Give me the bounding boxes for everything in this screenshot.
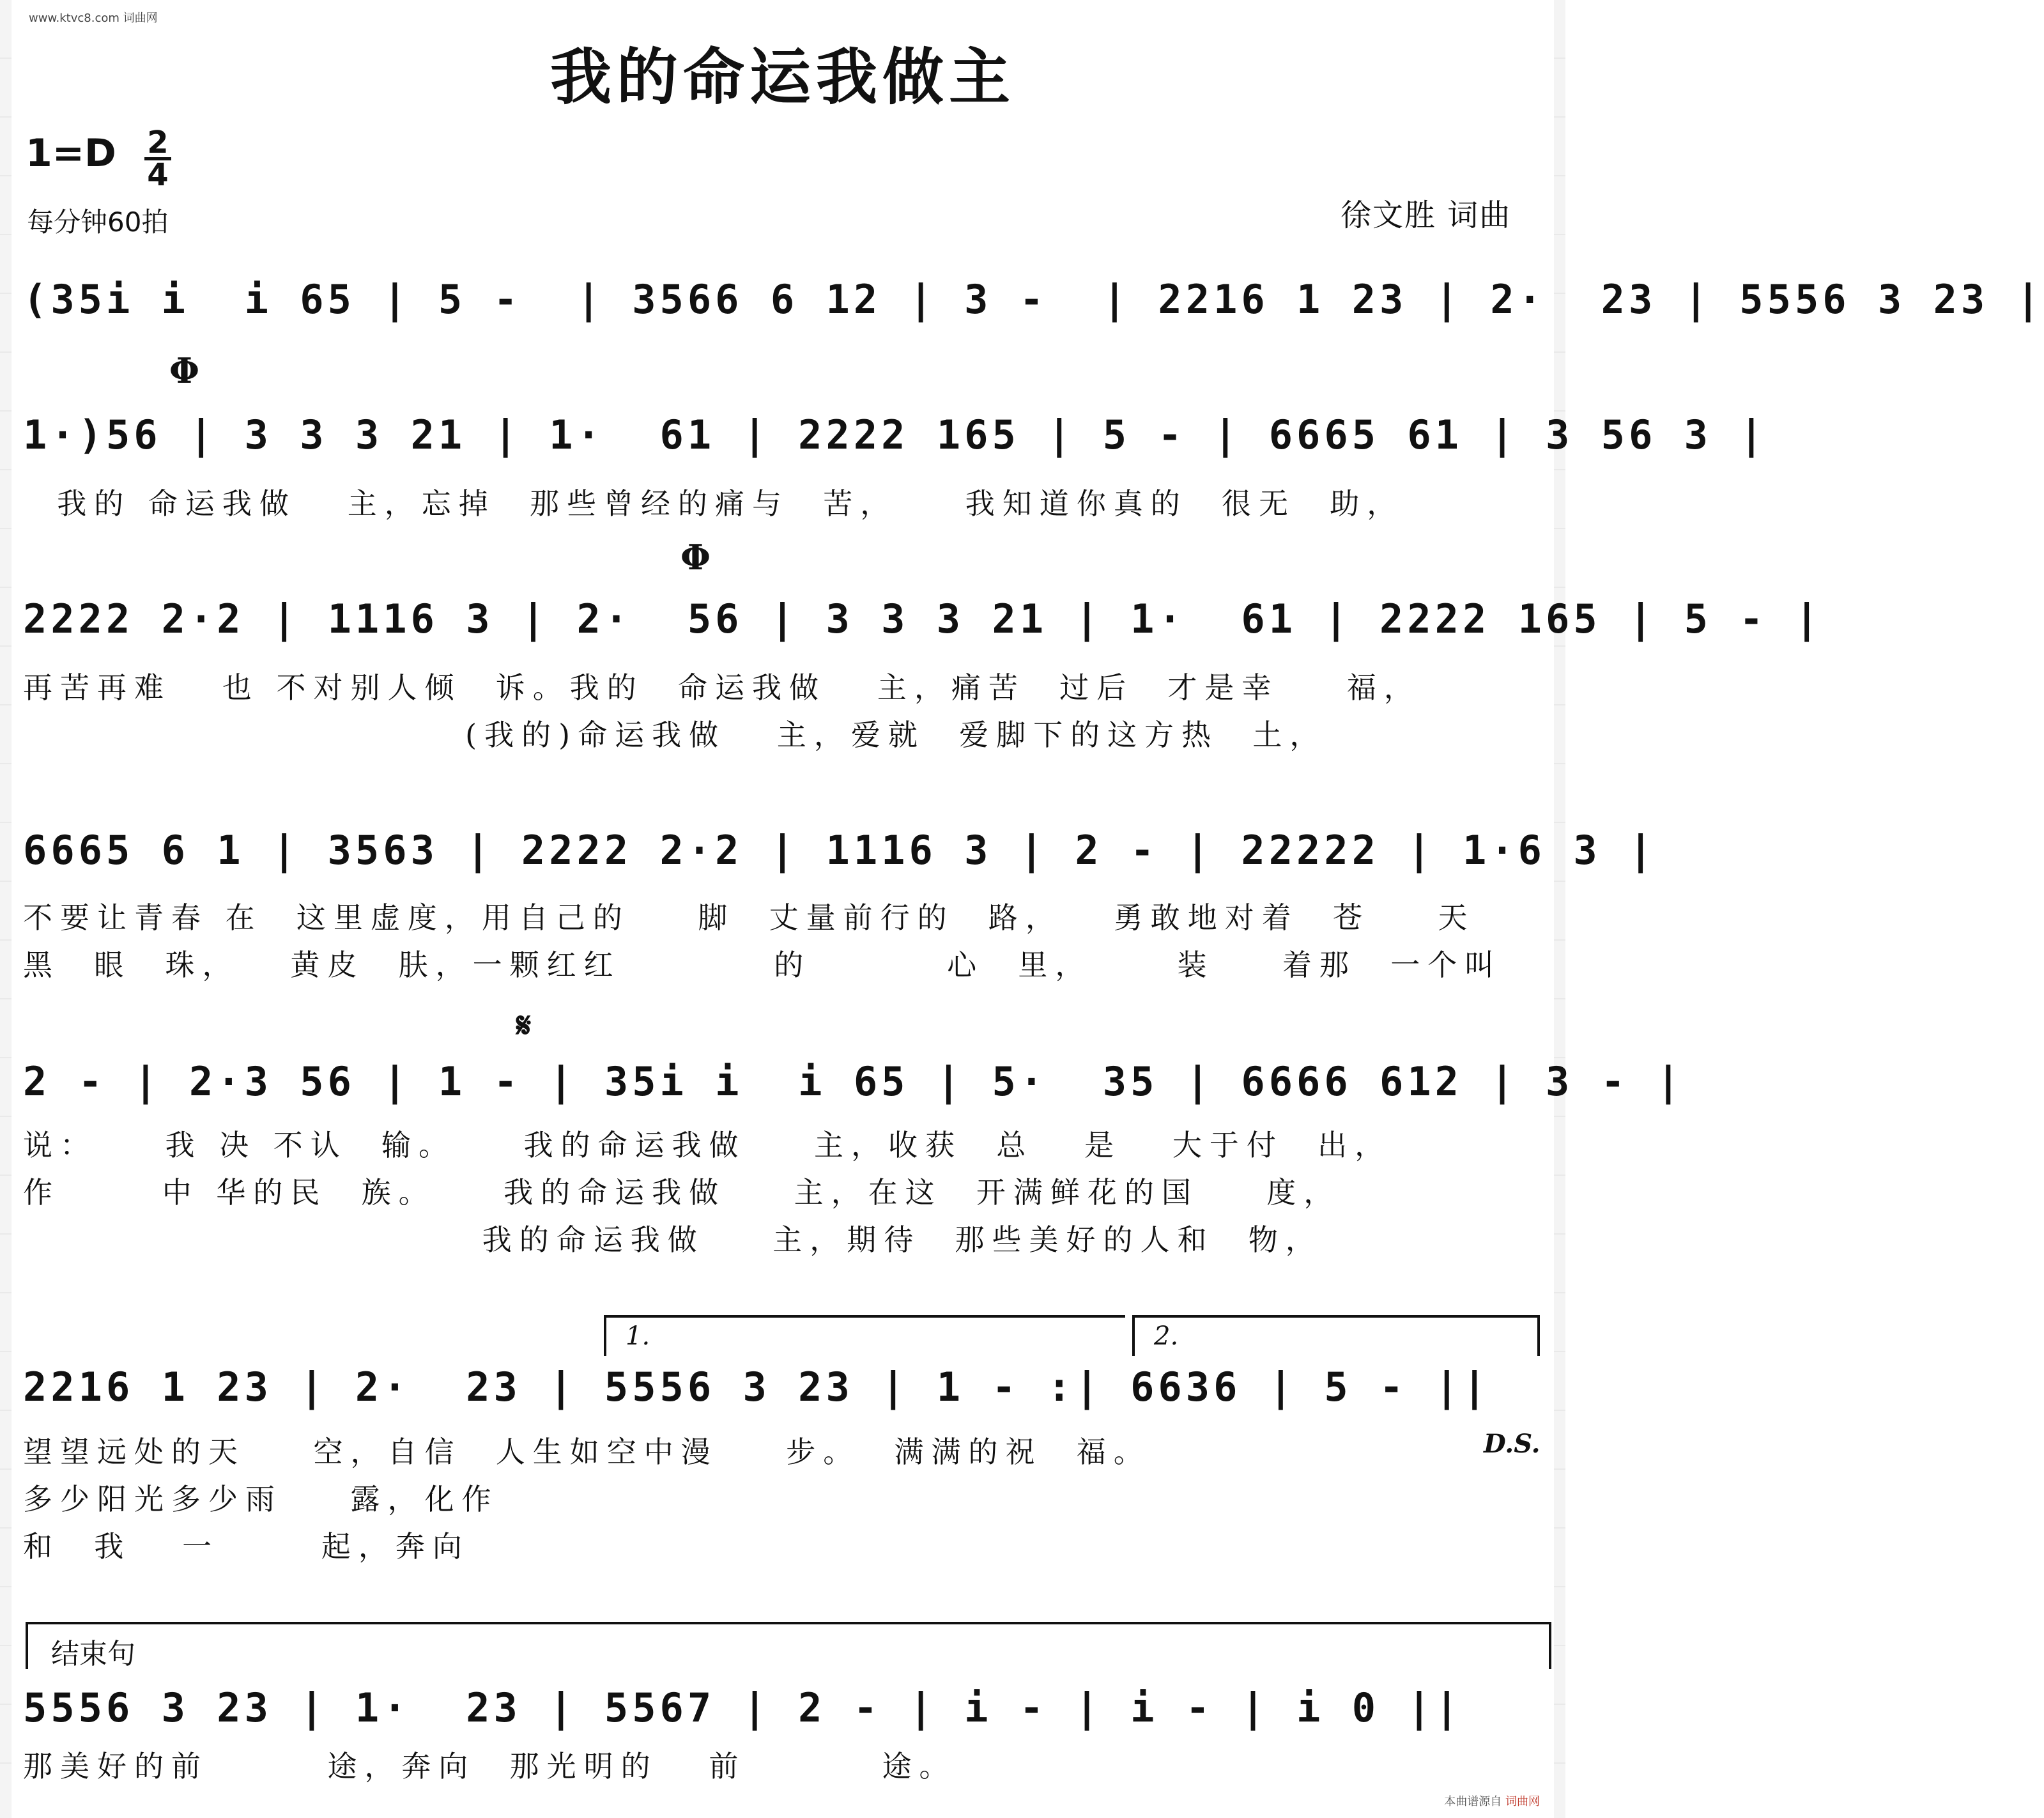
lyrics-row-5-line-2: 作 中 华的民 族。 我的命运我做 主，在这 开满鲜花的国 度， [23,1175,1341,1210]
notes-row-1: (35i i i 65 | 5 - | 3566 6 12 | 3 - | 2216 1 23 | 2· 23 | 5556 3 23 | [23,276,2044,323]
coda-sign-1: Φ [169,350,200,391]
lyrics-row-7-line-1: 那美好的前 途，奔向 那光明的 前 途。 [23,1749,957,1783]
volta-2-label: 2. [1154,1321,1179,1351]
lyrics-row-2-line-1: 我的 命运我做 主，忘掉 那些曾经的痛与 苦， 我知道你真的 很无 助， [23,486,1404,521]
footer-source: 本曲谱源自 [1444,1795,1502,1808]
notes-row-3: 2222 2·2 | 1116 3 | 2· 56 | 3 3 3 21 | 1· 61 | 2222 165 | 5 - | [23,596,1823,642]
right-margin-strip [1554,0,1565,1818]
lyrics-row-5-line-1: 说： 我 决 不认 输。 我的命运我做 主，收获 总 是 大于付 出， [23,1128,1392,1162]
lyrics-row-3-line-2: (我的)命运我做 主，爱就 爱脚下的这方热 土， [23,718,1327,752]
footer-note [1444,1792,1540,1809]
notes-row-2: 1·)56 | 3 3 3 21 | 1· 61 | 2222 165 | 5 - | 6665 61 | 3 56 3 | [23,412,1767,458]
time-bottom: 4 [147,157,169,193]
volta-1 [604,1315,1125,1356]
lyrics-row-5-line-3: 我的命运我做 主，期待 那些美好的人和 物， [23,1222,1323,1257]
volta-2 [1132,1315,1540,1356]
notes-row-4: 6665 6 1 | 3563 | 2222 2·2 | 1116 3 | 2 - | 22222 | 1·6 3 | [23,827,1657,874]
site-note: www.ktvc8.com 词曲网 [29,12,158,25]
ending-bracket [26,1622,1551,1669]
volta-1-label: 1. [626,1321,650,1351]
ds-marking: D.S. [1484,1429,1541,1459]
notes-row-7: 5556 3 23 | 1· 23 | 5567 | 2 - | i - | i - | i 0 || [23,1684,1463,1731]
lyrics-row-4-line-1: 不要让青春 在 这里虚度，用自己的 脚 丈量前行的 路， 勇敢地对着 苍 天 [23,900,1475,935]
segno-sign: 𝄋 [516,1005,532,1045]
composer-credit: 徐文胜 词曲 [1341,197,1512,233]
notes-row-6: 2216 1 23 | 2· 23 | 5556 3 23 | 1 - :| 6636 | 5 - || [23,1364,1491,1410]
left-margin-strip [0,0,12,1818]
tempo-marking: 每分钟60拍 [27,206,169,238]
lyrics-row-6-line-2: 多少阳光多少雨 露，化作 [23,1482,499,1516]
footer-site: 词曲网 [1505,1795,1540,1808]
time-top: 2 [147,125,169,160]
lyrics-row-4-line-2: 黑 眼 珠， 黄皮 肤，一颗红红 的 心 里， 装 着那 一个叫 [23,948,1502,982]
ending-label: 结束句 [51,1638,135,1670]
time-signature [142,125,174,193]
coda-sign-2: Φ [680,537,711,578]
key-signature: 1=D [26,131,116,176]
song-title: 我的命运我做主 [550,41,1015,113]
lyrics-row-3-line-1: 再苦再难 也 不对别人倾 诉。我的 命运我做 主，痛苦 过后 才是幸 福， [23,670,1421,705]
lyrics-row-6-line-3: 和 我 一 起，奔向 [23,1529,470,1564]
notes-row-5: 2 - | 2·3 56 | 1 - | 35i i i 65 | 5· 35 | 6666 612 | 3 - | [23,1058,1684,1105]
lyrics-row-6-line-1: 望望远处的天 空，自信 人生如空中漫 步。 满满的祝 福。 [23,1435,1151,1469]
